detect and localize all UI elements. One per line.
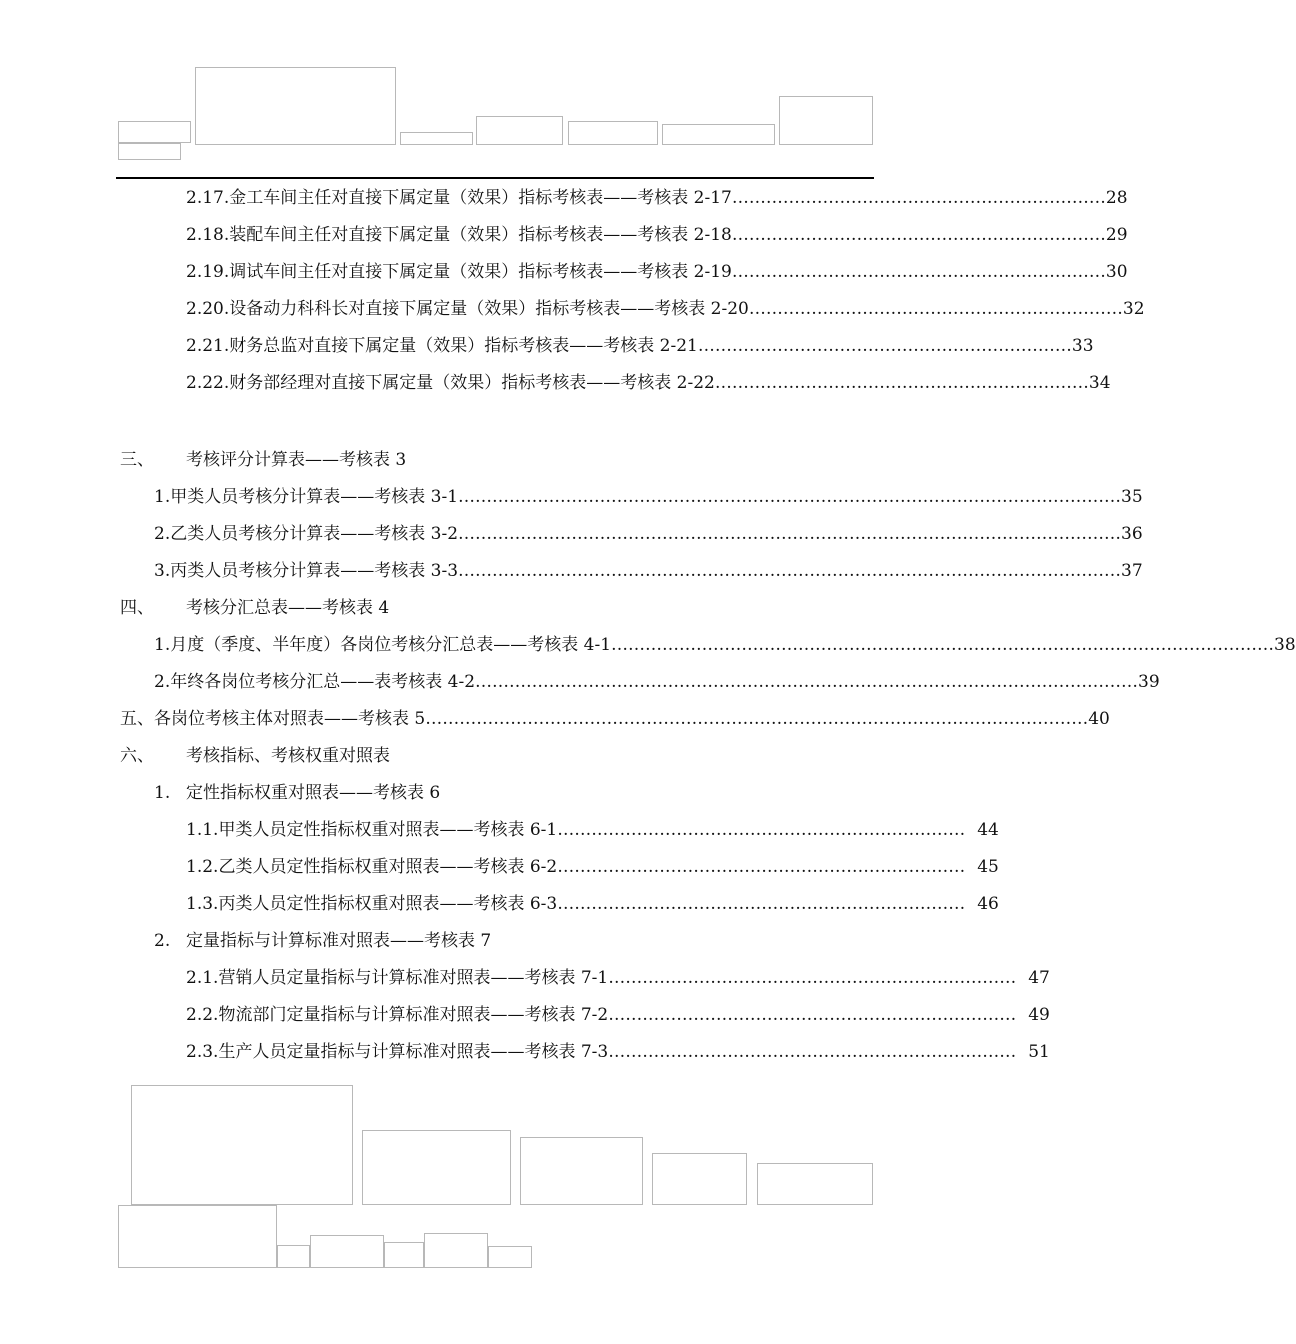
toc-entry[interactable] <box>186 328 1094 364</box>
toc-entry-page: 28 <box>1105 188 1128 208</box>
toc-entry-title: 调试车间主任对直接下属定量（效果）指标考核表——考核表 2-19 <box>229 262 732 282</box>
toc-entry-number: 2.22. <box>186 373 230 393</box>
toc-entry-page: 29 <box>1105 225 1128 245</box>
toc-section-heading[interactable] <box>120 738 846 774</box>
toc-entry-title: 月度（季度、半年度）各岗位考核分汇总表——考核表 4-1 <box>170 635 612 655</box>
toc-entry-page: 34 <box>1088 373 1111 393</box>
toc-subsection-heading[interactable] <box>154 775 846 811</box>
header-rule <box>116 177 874 179</box>
footer-placeholder-box <box>384 1242 424 1268</box>
toc-entry-number: 五、 <box>120 709 154 729</box>
toc-entry-title: 丙类人员考核分计算表——考核表 3-3 <box>170 561 459 581</box>
footer-placeholder-box <box>652 1153 747 1205</box>
toc-entry[interactable] <box>154 516 1143 552</box>
toc-entry-number: 3. <box>154 561 171 581</box>
toc-entry-page: 49 <box>1028 1005 1050 1025</box>
toc-entry-page: 47 <box>1028 968 1050 988</box>
toc-leader-dots: ……………………………………………………………………………………………………… <box>611 635 1275 655</box>
footer-placeholder-box <box>310 1235 384 1268</box>
header-placeholder-box <box>400 132 473 145</box>
toc-leader-dots: ……………………………………………………………… <box>608 1042 1017 1062</box>
toc-entry[interactable] <box>186 254 1128 290</box>
toc-entry-number: 2.19. <box>186 262 230 282</box>
toc-entry-title: 定量指标与计算标准对照表——考核表 7 <box>186 931 492 951</box>
toc-entry-title: 生产人员定量指标与计算标准对照表——考核表 7-3 <box>218 1042 609 1062</box>
footer-placeholder-box <box>488 1246 532 1268</box>
toc-entry-number: 1. <box>154 487 171 507</box>
toc-leader-dots: ……………………………………………………………………………………………………… <box>458 487 1122 507</box>
header-placeholder-box <box>195 67 396 145</box>
toc-entry[interactable] <box>186 812 999 848</box>
toc-entry-page: 38 <box>1274 635 1296 655</box>
toc-entry-title: 财务部经理对直接下属定量（效果）指标考核表——考核表 2-22 <box>229 373 715 393</box>
toc-leader-dots: ………………………………………………………… <box>714 373 1089 393</box>
footer-placeholder-box <box>757 1163 873 1205</box>
toc-leader-dots: ………………………………………………………… <box>697 336 1072 356</box>
toc-leader-dots: ……………………………………………………………… <box>557 820 966 840</box>
header-placeholder-box <box>118 121 191 143</box>
header-placeholder-box <box>662 124 775 145</box>
header-placeholder-box <box>476 116 563 145</box>
toc-entry-page: 36 <box>1121 524 1143 544</box>
toc-entry-page: 35 <box>1121 487 1143 507</box>
toc-entry-number: 2.2. <box>186 1005 219 1025</box>
toc-entry[interactable] <box>154 553 1143 589</box>
toc-entry-title: 设备动力科科长对直接下属定量（效果）指标考核表——考核表 2-20 <box>229 299 749 319</box>
toc-leader-dots: ………………………………………………………… <box>731 262 1106 282</box>
footer-placeholder-box <box>131 1085 353 1205</box>
toc-entry-number: 2.17. <box>186 188 230 208</box>
toc-entry-title: 乙类人员定性指标权重对照表——考核表 6-2 <box>218 857 558 877</box>
toc-entry-page: 40 <box>1088 709 1110 729</box>
toc-entry-title: 考核评分计算表——考核表 3 <box>186 450 407 470</box>
toc-entry[interactable] <box>186 886 999 922</box>
toc-entry-page: 37 <box>1121 561 1143 581</box>
toc-entry-number: 三、 <box>120 450 154 470</box>
toc-entry-title: 定性指标权重对照表——考核表 6 <box>186 783 441 803</box>
toc-leader-dots: ………………………………………………………… <box>731 188 1106 208</box>
toc-section-heading[interactable] <box>120 701 1110 737</box>
toc-entry-page: 30 <box>1105 262 1128 282</box>
toc-entry-title: 甲类人员定性指标权重对照表——考核表 6-1 <box>218 820 558 840</box>
toc-leader-dots: ………………………………………………………… <box>748 299 1123 319</box>
toc-leader-dots: ……………………………………………………………………………………………………… <box>458 561 1122 581</box>
header-placeholder-box <box>568 121 658 145</box>
toc-leader-dots: ……………………………………………………………… <box>608 1005 1017 1025</box>
toc-leader-dots: ……………………………………………………………………………………………………… <box>425 709 1089 729</box>
toc-leader-dots: ………………………………………………………… <box>731 225 1106 245</box>
toc-entry-title: 金工车间主任对直接下属定量（效果）指标考核表——考核表 2-17 <box>229 188 732 208</box>
toc-entry-number: 2.20. <box>186 299 230 319</box>
toc-entry-number: 四、 <box>120 598 154 618</box>
toc-entry-number: 1.3. <box>186 894 219 914</box>
toc-entry-number: 1.1. <box>186 820 219 840</box>
toc-entry[interactable] <box>186 180 1128 216</box>
toc-entry-page: 45 <box>977 857 999 877</box>
toc-entry-title: 考核指标、考核权重对照表 <box>186 746 390 766</box>
toc-entry[interactable] <box>186 1034 1050 1070</box>
toc-leader-dots: ……………………………………………………………… <box>557 894 966 914</box>
toc-entry[interactable] <box>186 217 1128 253</box>
toc-leader-dots: ……………………………………………………………… <box>608 968 1017 988</box>
toc-entry[interactable] <box>186 365 1111 401</box>
toc-entry-number: 六、 <box>120 746 154 766</box>
toc-entry-number: 2.18. <box>186 225 230 245</box>
toc-entry-page: 39 <box>1138 672 1160 692</box>
toc-entry-number: 2.1. <box>186 968 219 988</box>
toc-entry[interactable] <box>186 997 1050 1033</box>
toc-entry-title: 物流部门定量指标与计算标准对照表——考核表 7-2 <box>218 1005 609 1025</box>
toc-entry-number: 2. <box>154 672 171 692</box>
toc-entry-title: 甲类人员考核分计算表——考核表 3-1 <box>170 487 459 507</box>
toc-entry[interactable] <box>186 291 1145 327</box>
footer-placeholder-box <box>277 1245 310 1268</box>
toc-entry[interactable] <box>154 479 1143 515</box>
toc-entry-number: 1. <box>154 783 171 803</box>
footer-placeholder-box <box>362 1130 511 1205</box>
toc-entry-number: 1.2. <box>186 857 219 877</box>
toc-entry-title: 营销人员定量指标与计算标准对照表——考核表 7-1 <box>218 968 609 988</box>
toc-entry[interactable] <box>154 664 1160 700</box>
toc-entry[interactable] <box>186 960 1050 996</box>
toc-leader-dots: ……………………………………………………………………………………………………… <box>458 524 1122 544</box>
toc-entry[interactable] <box>154 627 1296 663</box>
toc-entry-page: 46 <box>977 894 999 914</box>
toc-entry-number: 2. <box>154 524 171 544</box>
footer-placeholder-box <box>424 1233 488 1268</box>
toc-subsection-heading[interactable] <box>154 923 846 959</box>
toc-entry-number: 2.3. <box>186 1042 219 1062</box>
toc-entry-title: 乙类人员考核分计算表——考核表 3-2 <box>170 524 459 544</box>
header-placeholder-box <box>779 96 873 145</box>
toc-entry-page: 32 <box>1122 299 1145 319</box>
toc-entry-number: 1. <box>154 635 171 655</box>
toc-entry-title: 装配车间主任对直接下属定量（效果）指标考核表——考核表 2-18 <box>229 225 732 245</box>
toc-leader-dots: ……………………………………………………………………………………………………… <box>475 672 1139 692</box>
toc-entry-number: 2.21. <box>186 336 230 356</box>
toc-entry-title: 丙类人员定性指标权重对照表——考核表 6-3 <box>218 894 558 914</box>
toc-entry-number: 2. <box>154 931 171 951</box>
toc-entry-title: 年终各岗位考核分汇总——表考核表 4-2 <box>170 672 476 692</box>
toc-section-heading[interactable] <box>120 442 846 478</box>
toc-entry-title: 财务总监对直接下属定量（效果）指标考核表——考核表 2-21 <box>229 336 698 356</box>
footer-placeholder-box <box>118 1205 277 1268</box>
toc-section-heading[interactable] <box>120 590 846 626</box>
toc-entry[interactable] <box>186 849 999 885</box>
toc-entry-title: 各岗位考核主体对照表——考核表 5 <box>154 709 426 729</box>
toc-entry-page: 33 <box>1071 336 1094 356</box>
toc-entry-page: 51 <box>1028 1042 1050 1062</box>
header-placeholder-box <box>118 143 181 160</box>
toc-leader-dots: ……………………………………………………………… <box>557 857 966 877</box>
toc-entry-page: 44 <box>977 820 999 840</box>
footer-placeholder-box <box>520 1137 643 1205</box>
toc-entry-title: 考核分汇总表——考核表 4 <box>186 598 390 618</box>
